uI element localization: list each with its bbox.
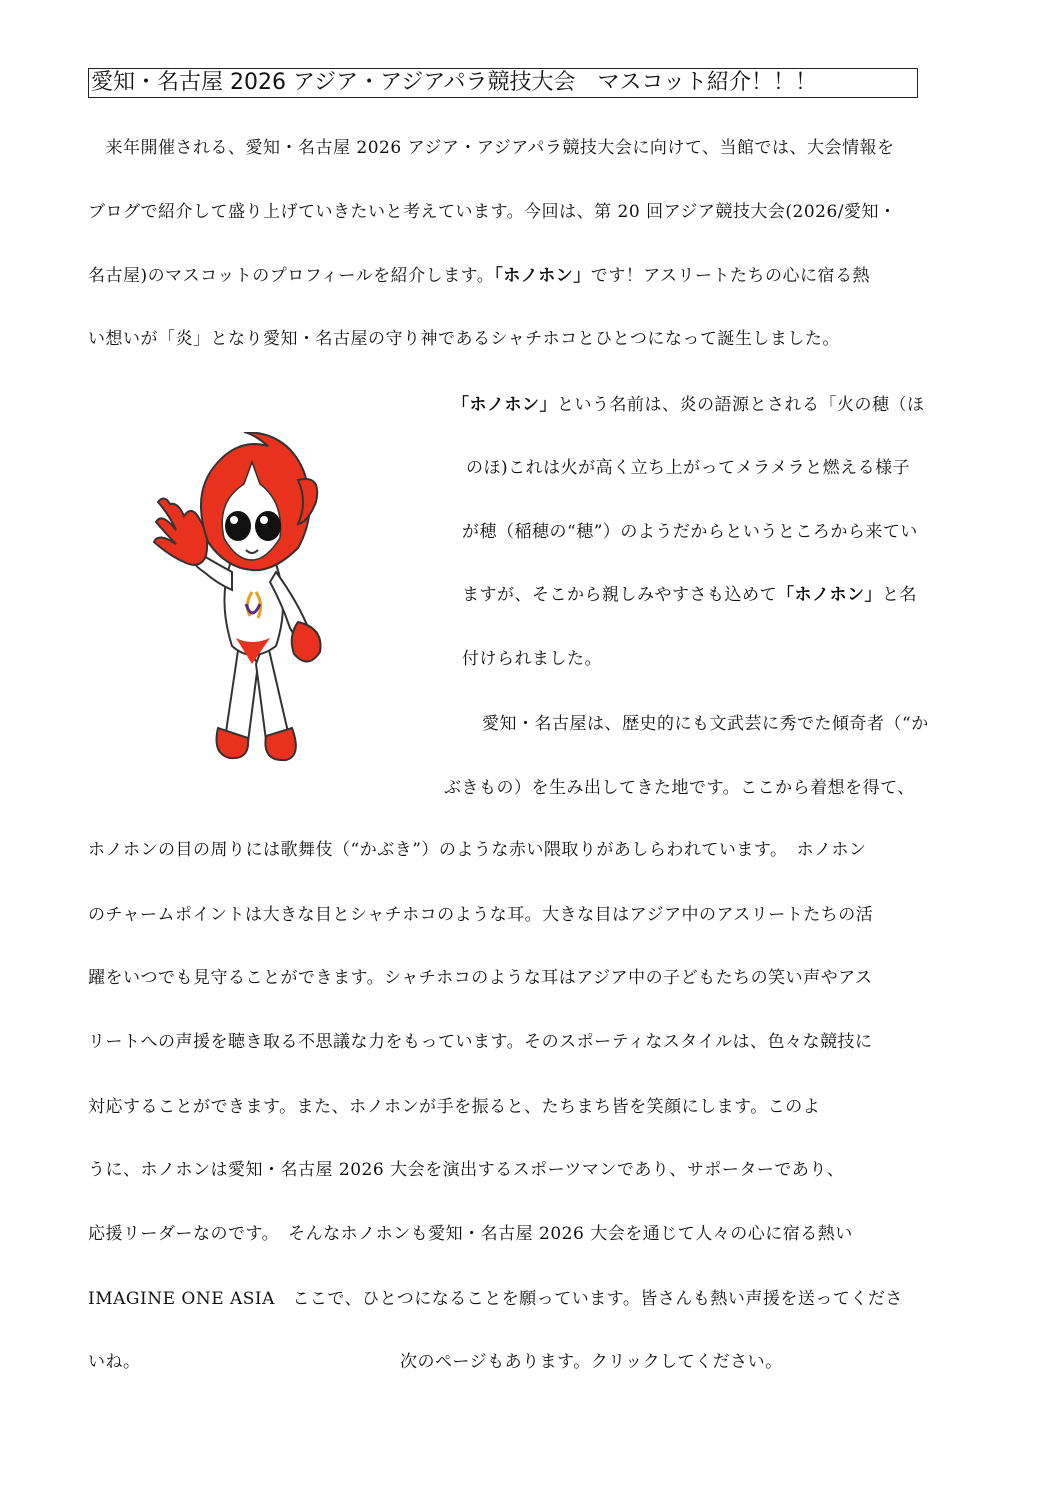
- right-col-line-1: [452, 393, 925, 417]
- body-line-3-text: 名古屋)のマスコットのプロフィールを紹介します。: [88, 266, 495, 286]
- mascot-name-bold-3: 「ホノホン」: [777, 585, 882, 605]
- lower-line-4: リートへの声援を聴き取る不思議な力をもっています。そのスポーティなスタイルは、色々な競技に: [88, 1032, 873, 1052]
- mascot-honohon-illustration: [148, 432, 360, 770]
- right-col-line-4-tail: と名: [882, 585, 917, 605]
- lower-line-9: いね。: [88, 1352, 141, 1372]
- lower-line-8: IMAGINE ONE ASIA ここで、ひとつになることを願っています。皆さんも熱い声援を送ってくださ: [88, 1289, 903, 1309]
- body-line-1: 来年開催される、愛知・名古屋 2026 アジア・アジアパラ競技大会に向けて、当館では、大会情報を: [88, 138, 895, 158]
- right-col-line-6: 愛知・名古屋は、歴史的にも文武芸に秀でた傾奇者（“か: [482, 714, 929, 734]
- next-page-link[interactable]: 次のページもあります。クリックしてください。: [400, 1352, 783, 1372]
- lower-line-7: 応援リーダーなのです。 そんなホノホンも愛知・名古屋 2026 大会を通じて人々の心に宿る熱い: [88, 1224, 853, 1244]
- right-col-line-4-head: ますが、そこから親しみやすさも込めて: [462, 585, 777, 605]
- right-col-line-4: [462, 583, 917, 607]
- lower-line-6: うに、ホノホンは愛知・名古屋 2026 大会を演出するスポーツマンであり、サポーターであり、: [88, 1160, 845, 1180]
- body-line-3-tail: です！アスリートたちの心に宿る熱: [590, 266, 871, 286]
- lower-line-5: 対応することができます。また、ホノホンが手を振ると、たちまち皆を笑顔にします。このよ: [88, 1097, 821, 1117]
- right-col-line-5: 付けられました。: [462, 649, 602, 669]
- body-line-3: [88, 264, 870, 288]
- right-col-line-7: ぶきもの）を生み出してきた地です。ここから着想を得て、: [444, 778, 915, 798]
- mascot-name-bold-2: 「ホノホン」: [452, 395, 557, 415]
- page-title: 愛知・名古屋 2026 アジア・アジアパラ競技大会 マスコット紹介！！！: [88, 68, 918, 98]
- right-col-line-3: が穂（稲穂の“穂”）のようだからというところから来てい: [462, 522, 918, 542]
- lower-line-3: 躍をいつでも見守ることができます。シャチホコのような耳はアジア中の子どもたちの笑い声やアス: [88, 968, 873, 988]
- lower-line-2: のチャームポイントは大きな目とシャチホコのような耳。大きな目はアジア中のアスリートたちの活: [88, 905, 874, 925]
- lower-line-1: ホノホンの目の周りには歌舞伎（“かぶき”）のような赤い隈取りがあしらわれています。 ホノホン: [88, 840, 867, 860]
- body-line-4: い想いが「炎」となり愛知・名古屋の守り神であるシャチホコとひとつになって誕生しました。: [88, 329, 840, 349]
- right-col-line-2: のほ)これは火が高く立ち上がってメラメラと燃える様子: [466, 458, 911, 478]
- mascot-name-bold: 「ホノホン」: [494, 266, 591, 286]
- body-line-2: ブログで紹介して盛り上げていきたいと考えています。今回は、第 20 回アジア競技大会(2026/愛知・: [88, 202, 897, 222]
- right-col-line-1-tail: という名前は、炎の語源とされる「火の穂（ほ: [557, 395, 925, 415]
